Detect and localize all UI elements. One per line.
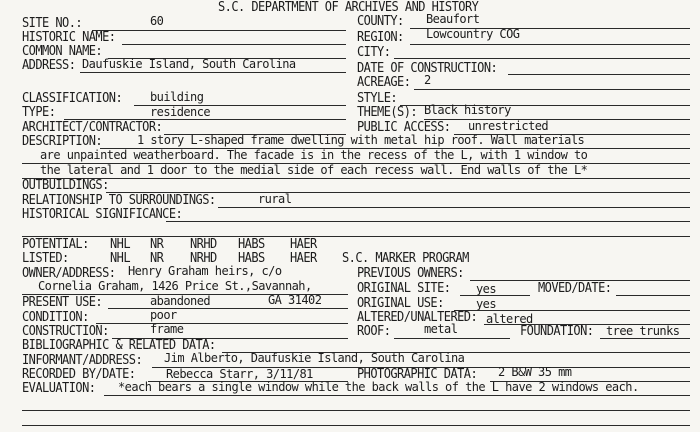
foundation-line	[600, 338, 690, 339]
informant-label: INFORMANT/ADDRESS:	[22, 351, 143, 368]
site-no-value: 60	[150, 14, 164, 28]
informant-value: Jim Alberto, Daufuskie Island, South Carolina	[164, 351, 465, 365]
region-value: Lowcountry COG	[426, 27, 520, 41]
evaluation-line-3	[22, 425, 690, 426]
present-use-line	[108, 308, 348, 309]
original-site-label: ORIGINAL SITE:	[357, 279, 451, 296]
description-label: DESCRIPTION:	[22, 132, 103, 149]
present-use-value: abandoned	[150, 294, 211, 308]
present-use-label: PRESENT USE:	[22, 293, 103, 310]
outbuildings-label: OUTBUILDINGS:	[22, 176, 109, 193]
themes-value: Black history	[424, 103, 511, 117]
original-use-value: yes	[476, 297, 497, 311]
potential-haer: HAER	[290, 235, 317, 252]
architect-label: ARCHITECT/CONTRACTOR:	[22, 118, 163, 135]
photographic-label: PHOTOGRAPHIC DATA:	[357, 365, 478, 382]
bibliographic-label: BIBLIOGRAPHIC & RELATED DATA:	[22, 336, 216, 353]
city-line	[394, 58, 690, 59]
listed-habs: HABS	[238, 249, 265, 266]
condition-label: CONDITION:	[22, 308, 89, 325]
original-site-value: yes	[476, 282, 497, 296]
roof-value: metal	[424, 322, 458, 336]
common-name-label: COMMON NAME:	[22, 42, 103, 59]
historical-significance-line-1	[166, 221, 690, 222]
address-line	[80, 72, 346, 73]
date-of-construction-line	[508, 74, 690, 75]
potential-habs: HABS	[238, 235, 265, 252]
altered-label: ALTERED/UNALTERED:	[357, 308, 478, 325]
address-label: ADDRESS:	[22, 56, 76, 73]
evaluation-value: *each bears a single window while the back walls of the L have 2 windows each.	[118, 380, 639, 394]
description-text-1: 1 story L-shaped frame dwelling with metal hip roof. Wall materials	[137, 133, 585, 147]
description-text-3: the lateral and 1 door to the medial side of each recess wall. End walls of the L*	[40, 163, 588, 177]
owner-value-3: GA 31402	[268, 293, 322, 307]
listed-nhl: NHL	[110, 249, 131, 266]
altered-value: altered	[486, 312, 533, 326]
relationship-label: RELATIONSHIP TO SURROUNDINGS:	[22, 191, 216, 208]
site-no-line	[92, 30, 346, 31]
site-no-label: SITE NO.:	[22, 14, 83, 31]
style-label: STYLE:	[357, 89, 398, 106]
themes-label: THEME(S):	[357, 103, 418, 120]
public-access-label: PUBLIC ACCESS:	[357, 118, 451, 135]
listed-haer: HAER	[290, 249, 317, 266]
evaluation-line-1	[104, 395, 690, 396]
acreage-value: 2	[424, 73, 431, 87]
city-label: CITY:	[357, 43, 391, 60]
evaluation-label: EVALUATION:	[22, 379, 96, 396]
date-of-construction-label: DATE OF CONSTRUCTION:	[357, 59, 498, 76]
evaluation-line-2	[22, 410, 690, 411]
condition-value: poor	[150, 308, 177, 322]
county-value: Beaufort	[426, 12, 480, 26]
owner-label: OWNER/ADDRESS:	[22, 264, 116, 281]
potential-label: POTENTIAL:	[22, 235, 89, 252]
owner-value-2: Cornelia Graham, 1426 Price St.,Savannah,	[38, 279, 312, 293]
historical-significance-label: HISTORICAL SIGNIFICANCE:	[22, 205, 183, 222]
recorded-label: RECORDED BY/DATE:	[22, 365, 136, 382]
relationship-line	[218, 207, 690, 208]
potential-nhl: NHL	[110, 235, 131, 252]
roof-line	[394, 338, 510, 339]
moved-date-label: MOVED/DATE:	[538, 279, 612, 296]
description-text-2: are unpainted weatherboard. The facade is in the recess of the L, with 1 window to	[40, 148, 588, 162]
classification-value: building	[150, 90, 204, 104]
construction-value: frame	[150, 322, 184, 336]
historic-name-line	[122, 44, 346, 45]
previous-owners-label: PREVIOUS OWNERS:	[357, 264, 464, 281]
themes-line	[424, 119, 690, 120]
form-header: S.C. DEPARTMENT OF ARCHIVES AND HISTORY	[218, 0, 479, 15]
condition-line	[96, 323, 348, 324]
classification-label: CLASSIFICATION:	[22, 89, 123, 106]
historic-name-label: HISTORIC NAME:	[22, 28, 116, 45]
roof-label: ROOF:	[357, 322, 391, 339]
photographic-value: 2 B&W 35 mm	[498, 365, 572, 379]
construction-label: CONSTRUCTION:	[22, 322, 109, 339]
region-line	[410, 44, 690, 45]
original-use-label: ORIGINAL USE:	[357, 294, 444, 311]
county-label: COUNTY:	[357, 12, 404, 29]
owner-value-1: Henry Graham heirs, c/o	[128, 264, 282, 278]
type-value: residence	[150, 105, 211, 119]
marker-program-label: S.C. MARKER PROGRAM	[342, 249, 469, 266]
public-access-value: unrestricted	[468, 119, 549, 133]
region-label: REGION:	[357, 28, 404, 45]
address-value: Daufuskie Island, South Carolina	[82, 57, 296, 71]
foundation-value: tree trunks	[606, 324, 680, 338]
listed-nrhd: NRHD	[190, 249, 217, 266]
potential-nrhd: NRHD	[190, 235, 217, 252]
listed-nr: NR	[150, 249, 164, 266]
type-label: TYPE:	[22, 103, 56, 120]
listed-label: LISTED:	[22, 249, 69, 266]
description-line-3	[22, 178, 690, 179]
acreage-label: ACREAGE:	[357, 73, 411, 90]
relationship-value: rural	[258, 192, 292, 206]
foundation-label: FOUNDATION:	[520, 322, 594, 339]
acreage-line	[414, 89, 690, 90]
moved-date-line	[616, 295, 690, 296]
potential-nr: NR	[150, 235, 164, 252]
recorded-value: Rebecca Starr, 3/11/81	[166, 367, 313, 381]
